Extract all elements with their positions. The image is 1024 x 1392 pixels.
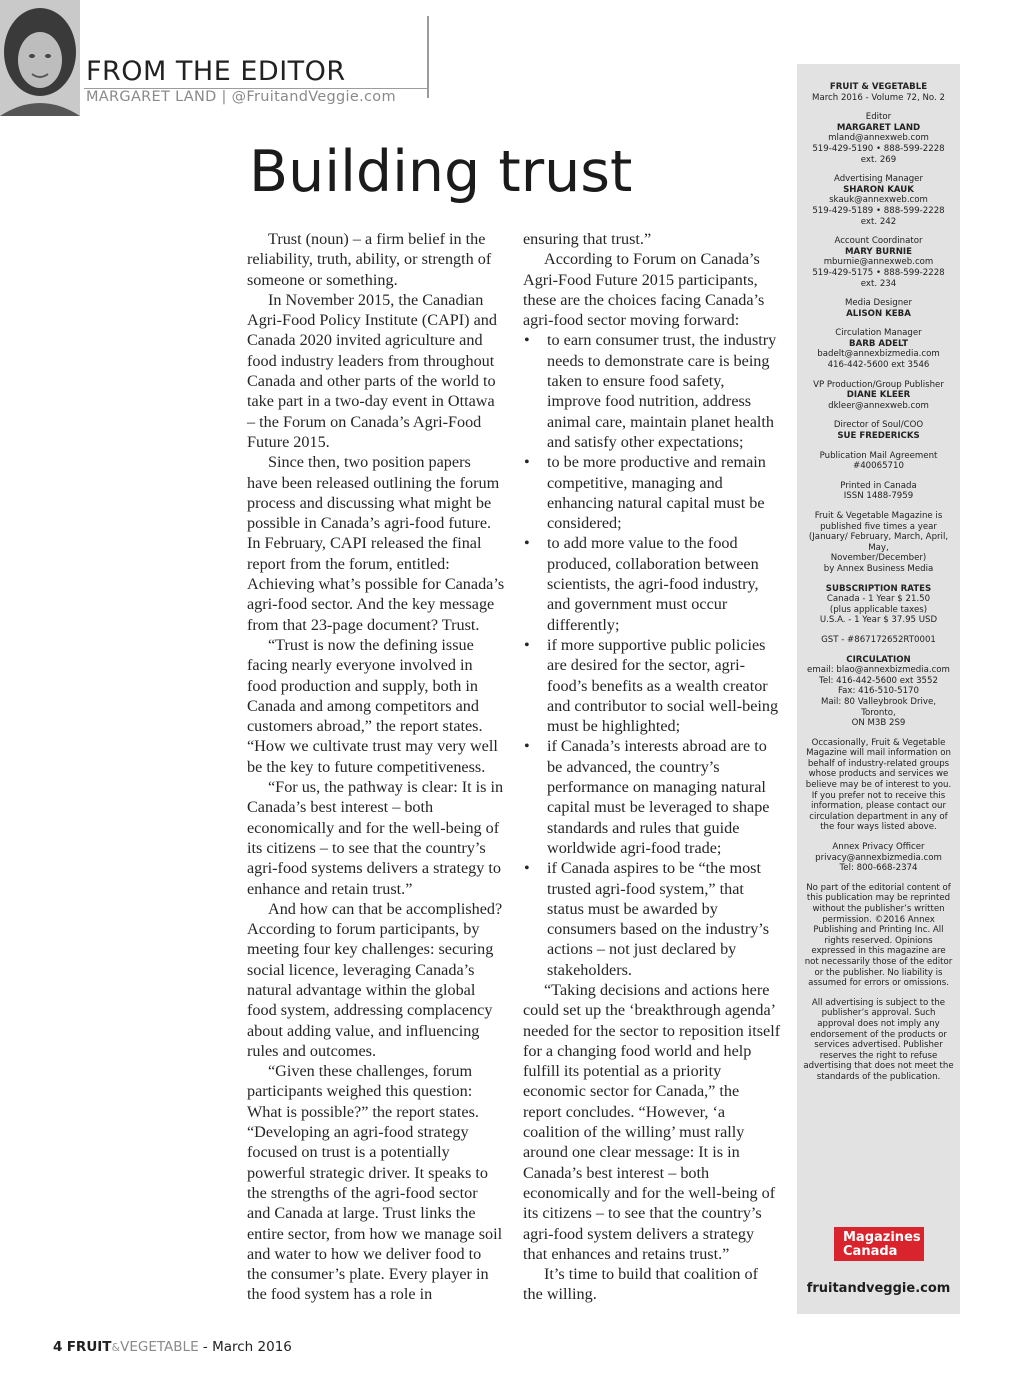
paragraph: Since then, two position papers have been released outlining the forum process and discussing what might be possible in Canada’s agri-food future. In February, CAPI released the final report from the forum, entitled: Achieving what’s possible for Canada’s agri-food sector. And the key message from that 23-page document? Trust. bbox=[247, 453, 505, 634]
footer-pub-fruit: FRUIT bbox=[66, 1339, 112, 1355]
masthead-editor: Editor MARGARET LAND mland@annexweb.com 519-429-5190 • 888-599-2228 ext. 269 bbox=[812, 112, 945, 165]
website-url: fruitandveggie.com bbox=[806, 1281, 951, 1296]
paragraph: It’s time to build that coalition of the willing. bbox=[523, 1265, 759, 1304]
masthead-pub: FRUIT & VEGETABLE March 2016 - Volume 72, No. 2 bbox=[812, 82, 945, 103]
masthead-designer: Media Designer ALISON KEBA bbox=[844, 298, 913, 319]
paragraph: And how can that be accomplished? According to forum participants, by meeting four key challenges: securing social licence, leveraging Canada’s natural advantage within the global food system, addressing complacency about adding value, and influencing rules and outcomes. bbox=[247, 899, 503, 1060]
magazines-canada-logo: Magazines Canada bbox=[834, 1227, 924, 1261]
masthead-mailing-notice: Occasionally, Fruit & Vegetable Magazine will mail information on behalf of industry-related groups whose products and services we believe may be of interest to you. If you prefer not to receive this information, please contact our circulation department in any of the four ways listed above. bbox=[805, 737, 952, 833]
masthead-gst: GST - #867172652RT0001 bbox=[821, 634, 936, 645]
masthead-privacy: Annex Privacy Officer privacy@annexbizmedia.com Tel: 800-668-2374 bbox=[815, 842, 942, 874]
masthead-printed: Printed in Canada ISSN 1488-7959 bbox=[840, 480, 917, 502]
masthead-copyright: No part of the editorial content of this publication may be reprinted without the publisher’s written permission. ©2016 Annex Publishing and Printing Inc. All rights reserved. Opinions expressed in this magazine are not necessarily those of the editor or the publisher. No liability is assumed for errors or omissions. bbox=[804, 882, 953, 989]
header-vertical-rule bbox=[427, 16, 429, 98]
footer-pub-amp: & bbox=[111, 1341, 121, 1354]
masthead-advertising-policy: All advertising is subject to the publisher’s approval. Such approval does not imply any endorsement of the products or services advertised. Publisher reserves the right to refuse advertising that does not meet the standards of the publication. bbox=[803, 997, 954, 1082]
paragraph: “For us, the pathway is clear: It is in Canada’s best interest – both economically and for the well-being of its citizens – to see that the country’s agri-food systems delivers a strategy to enhance and retain trust.” bbox=[247, 778, 504, 898]
masthead-circulation: CIRCULATION email: blao@annexbizmedia.com Tel: 416-442-5600 ext 3552 Fax: 416-510-5170 Mail: 80 Valleybrook Drive, Toronto, ON M3B 2S9 bbox=[807, 654, 950, 729]
list-item: • to be more productive and remain competitive, managing and enhancing natural capital must be considered; bbox=[523, 452, 781, 533]
paragraph: “Given these challenges, forum participants weighed this question: What is possible?” the report states. “Developing an agri-food strategy focused on trust is a potentially powerful strategic driver. It speaks to the strengths of the agri-food sector and Canada at large. Trust links the entire sector, from how we manage soil and water to how we deliver food to the consumer’s plate. Every player in the food system has a role in bbox=[247, 1062, 503, 1304]
section-kicker: FROM THE EDITOR bbox=[86, 56, 346, 87]
masthead-account: Account Coordinator MARY BURNIE mburnie@annexweb.com 519-429-5175 • 888-599-2228 ext. 234 bbox=[812, 236, 945, 289]
list-item: • if more supportive public policies are desired for the sector, agri-food’s benefits as a wealth creator and contributor to social well-being must be highlighted; bbox=[523, 635, 781, 736]
masthead-circulation-manager: Circulation Manager BARB ADELT badelt@annexbizmedia.com 416-442-5600 ext 3546 bbox=[817, 328, 940, 371]
masthead-vp: VP Production/Group Publisher DIANE KLEER dkleer@annexweb.com bbox=[813, 379, 944, 411]
footer-pub-vegetable: VEGETABLE bbox=[120, 1339, 199, 1355]
list-item: • if Canada aspires to be “the most trusted agri-food system,” that status must be awarded by consumers based on the industry’s actions – not just declared by stakeholders. bbox=[523, 858, 781, 980]
paragraph: “Trust is now the defining issue facing nearly everyone involved in food production and supply, both in Canada and among competitors and customers abroad,” the report states. “How we cultivate trust may very well be the key to future competitiveness. bbox=[247, 635, 498, 776]
masthead-mail-agreement: Publication Mail Agreement #40065710 bbox=[819, 450, 938, 472]
list-item: • to earn consumer trust, the industry needs to demonstrate care is being taken to ensure food safety, improve food nutrition, address animal care, maintain planet health and satisfy other expectations; bbox=[523, 330, 781, 452]
page-footer bbox=[53, 1339, 292, 1355]
page-number: 4 bbox=[53, 1339, 63, 1355]
article-column-2 bbox=[523, 229, 781, 1305]
paragraph: In November 2015, the Canadian Agri-Food Policy Institute (CAPI) and Canada 2020 invited agriculture and food industry leaders from throughout Canada and other parts of the world to take part in a two-day event in Ottawa – the Forum on Canada’s Agri-Food Future 2015. bbox=[247, 290, 497, 451]
article-title: Building trust bbox=[249, 139, 633, 205]
paragraph: Trust (noun) – a firm belief in the reliability, truth, ability, or strength of someone or something. bbox=[247, 230, 492, 289]
paragraph: ensuring that trust.” bbox=[523, 230, 652, 248]
bullet-list bbox=[523, 330, 781, 980]
masthead-advertising: Advertising Manager SHARON KAUK skauk@annexweb.com 519-429-5189 • 888-599-2228 ext. 242 bbox=[812, 174, 945, 227]
paragraph: According to Forum on Canada’s Agri-Food Future 2015 participants, these are the choices facing Canada’s agri-food sector moving forward: bbox=[523, 250, 765, 330]
masthead-subscription: SUBSCRIPTION RATES Canada - 1 Year $ 21.50 (plus applicable taxes) U.S.A. - 1 Year $ 37.95 USD bbox=[819, 583, 938, 626]
editor-photo bbox=[0, 0, 80, 116]
masthead-frequency: Fruit & Vegetable Magazine is published five times a year (January/ February, March, April, May, November/December) by Annex Business Media bbox=[808, 511, 949, 574]
editor-byline: MARGARET LAND | @FruitandVeggie.com bbox=[86, 89, 396, 105]
paragraph: “Taking decisions and actions here could set up the ‘breakthrough agenda’ needed for the sector to reposition itself for a changing food world and help fulfill its potential as a priority economic sector for Canada,” the report concludes. “However, ‘a coalition of the willing’ must rally around one clear message: It is in Canada’s best interest – both economically and for the well-being of its citizens – to see that the country’s agri-food system delivers a strategy that enhances and retains trust.” bbox=[523, 980, 781, 1263]
masthead-coo: Director of Soul/COO SUE FREDERICKS bbox=[833, 420, 924, 442]
list-item: • to add more value to the food produced, collaboration between scientists, the agri-food industry, and government must occur differently; bbox=[523, 533, 781, 634]
article-column-1 bbox=[247, 229, 505, 1305]
list-item: • if Canada’s interests abroad are to be advanced, the country’s performance on managing natural capital must be leveraged to shape standards and rules that guide worldwide agri-food trade; bbox=[523, 736, 781, 858]
footer-date: - March 2016 bbox=[202, 1339, 292, 1355]
masthead-sidebar bbox=[797, 64, 960, 1314]
